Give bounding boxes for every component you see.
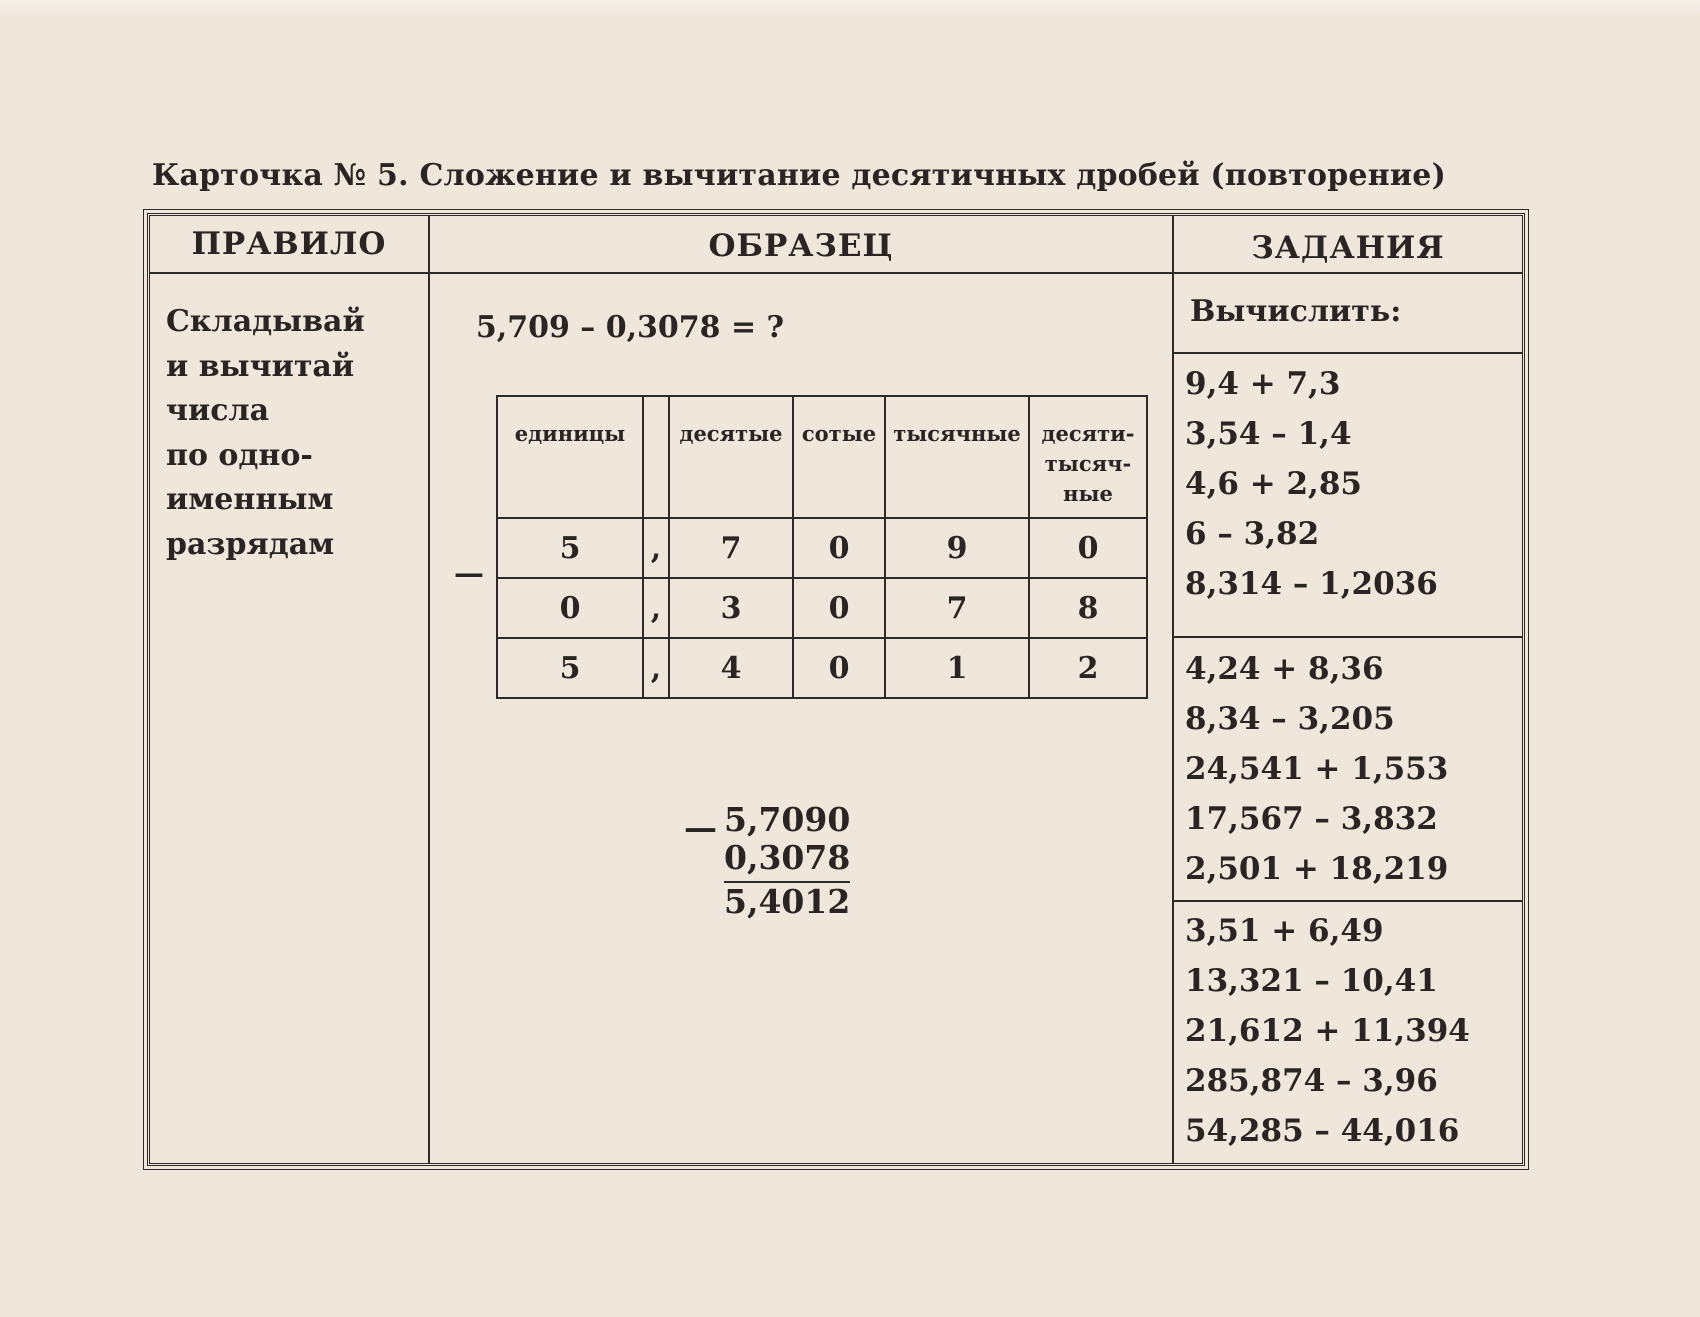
task-item: 2,501 + 18,219 xyxy=(1185,851,1449,887)
rule-text xyxy=(166,300,365,567)
rule-line: числа xyxy=(166,393,270,428)
header-rule: ПРАВИЛО xyxy=(191,226,387,262)
card-table xyxy=(147,213,1525,1166)
task-item: 3,51 + 6,49 xyxy=(1185,913,1384,949)
digit-cell: 3 xyxy=(669,578,793,638)
header-tasks: ЗАДАНИЯ xyxy=(1251,230,1445,266)
task-item: 8,314 – 1,2036 xyxy=(1185,566,1438,602)
subtrahend: 0,3078 xyxy=(724,838,851,877)
comma-cell: , xyxy=(643,578,669,638)
place-header-comma xyxy=(643,396,669,518)
place-header-hundredths: сотые xyxy=(793,396,885,518)
task-item: 17,567 – 3,832 xyxy=(1185,801,1438,837)
comma-cell: , xyxy=(643,518,669,578)
digit-cell: 9 xyxy=(885,518,1029,578)
digit-cell: 7 xyxy=(885,578,1029,638)
digit-cell: 7 xyxy=(669,518,793,578)
task-item: 285,874 – 3,96 xyxy=(1185,1063,1438,1099)
table-row xyxy=(497,518,1147,578)
divider-sample-tasks xyxy=(1172,216,1174,1163)
page-edge xyxy=(0,0,1700,16)
digit-cell: 5 xyxy=(497,638,643,698)
task-group-2 xyxy=(1185,644,1448,894)
digit-cell: 0 xyxy=(793,518,885,578)
tasks-label-divider xyxy=(1172,352,1522,354)
column-minus-sign: — xyxy=(684,808,717,847)
column-subtraction xyxy=(724,801,850,921)
place-value-table xyxy=(496,395,1148,699)
digit-cell: 4 xyxy=(669,638,793,698)
header-sample: ОБРАЗЕЦ xyxy=(708,228,894,264)
rule-line: Складывай xyxy=(166,304,365,339)
table-row xyxy=(497,638,1147,698)
task-group-1 xyxy=(1185,359,1438,609)
digit-cell: 1 xyxy=(885,638,1029,698)
card-title xyxy=(152,158,1446,193)
rule-line: и вычитай xyxy=(166,348,355,384)
task-item: 4,24 + 8,36 xyxy=(1185,651,1384,687)
place-header-ten-thousandths: десяти- тысяч- ные xyxy=(1029,396,1147,518)
task-item: 21,612 + 11,394 xyxy=(1185,1013,1470,1049)
comma-cell: , xyxy=(643,638,669,698)
task-item: 24,541 + 1,553 xyxy=(1185,751,1449,787)
rule-line: по одно- xyxy=(166,437,313,473)
task-item: 54,285 – 44,016 xyxy=(1185,1113,1460,1149)
rule-line: разрядам xyxy=(166,526,335,562)
place-header-thousandths: тысячные xyxy=(885,396,1029,518)
table-minus-sign: — xyxy=(454,556,484,591)
digit-cell: 2 xyxy=(1029,638,1147,698)
task-item: 4,6 + 2,85 xyxy=(1185,466,1362,502)
task-item: 6 – 3,82 xyxy=(1185,516,1320,552)
tasks-group-divider-2 xyxy=(1172,900,1522,902)
digit-cell: 5 xyxy=(497,518,643,578)
task-item: 3,54 – 1,4 xyxy=(1185,416,1352,452)
header-divider xyxy=(150,272,1522,274)
digit-cell: 0 xyxy=(793,638,885,698)
divider-rule-sample xyxy=(428,216,430,1163)
task-item: 13,321 – 10,41 xyxy=(1185,963,1438,999)
sample-equation: 5,709 – 0,3078 = ? xyxy=(475,310,785,345)
rule-line: именным xyxy=(166,482,334,517)
card-number: Карточка № 5. xyxy=(152,158,409,193)
place-value-header-row xyxy=(497,396,1147,518)
digit-cell: 0 xyxy=(497,578,643,638)
tasks-group-divider-1 xyxy=(1172,636,1522,638)
task-item: 8,34 – 3,205 xyxy=(1185,701,1395,737)
difference: 5,4012 xyxy=(724,882,851,921)
minuend: 5,7090 xyxy=(724,800,851,839)
place-header-tenths: десятые xyxy=(669,396,793,518)
card-topic: Сложение и вычитание десятичных дробей (повторение) xyxy=(419,158,1446,193)
digit-cell: 0 xyxy=(793,578,885,638)
task-item: 9,4 + 7,3 xyxy=(1185,366,1341,402)
digit-cell: 0 xyxy=(1029,518,1147,578)
table-row xyxy=(497,578,1147,638)
digit-cell: 8 xyxy=(1029,578,1147,638)
place-header-units: единицы xyxy=(497,396,643,518)
tasks-label: Вычислить: xyxy=(1190,294,1402,329)
task-group-3 xyxy=(1185,906,1470,1156)
